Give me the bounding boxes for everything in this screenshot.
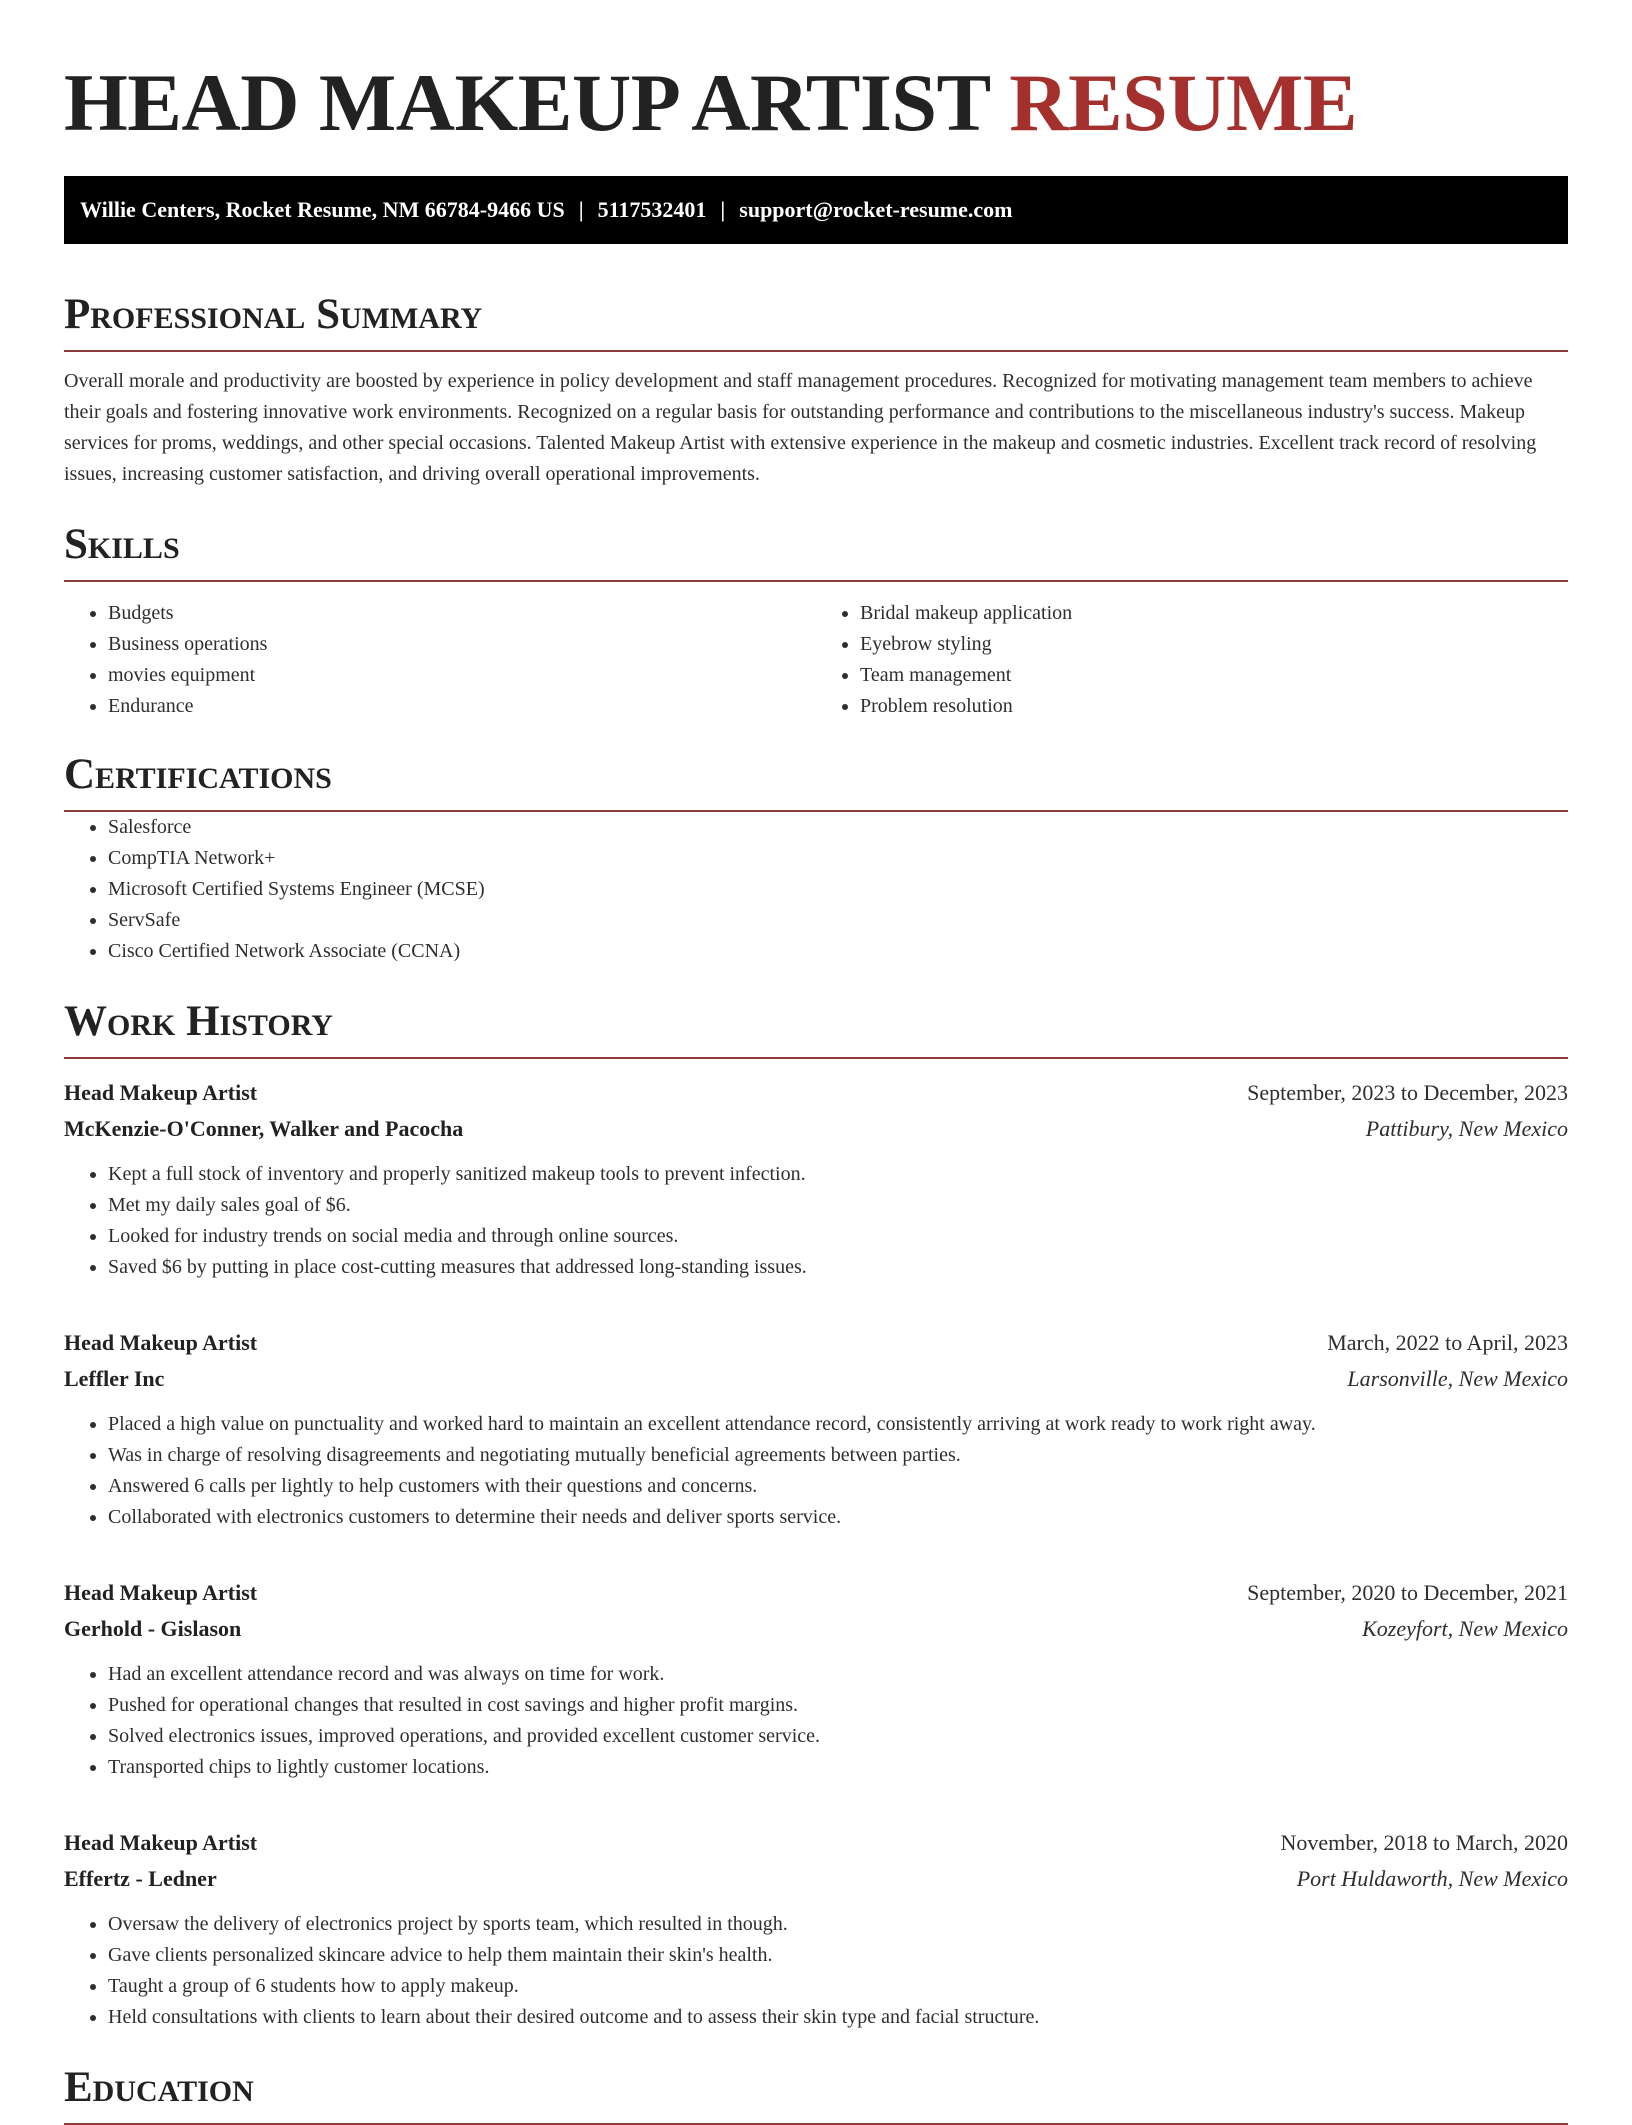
skill-item: • Budgets [108,598,816,629]
contact-separator: | [578,197,584,222]
job-title: Head Makeup Artist [64,1080,258,1105]
page-title [64,0,1568,158]
job-duty: • Held consultations with clients to learn about their desired outcome and to assess their skin type and facial structure. [108,2002,1568,2033]
job-duties-list [64,1159,1568,1283]
job-company-row [64,1111,1568,1147]
summary-text: Overall morale and productivity are boosted by experience in policy development and staff management procedures. Recognized for motivating management team members to achieve their goals and fostering innovative work environments. Recognized on a regular basis for outstanding performance and contributions to the miscellaneous industry's success. Makeup services for proms, weddings, and other special occasions. Talented Makeup Artist with extensive experience in the makeup and cosmetic industries. Excellent track record of resolving issues, increasing customer satisfaction, and driving overall operational improvements. [64,370,1537,485]
contact-email[interactable]: support@rocket-resume.com [739,197,1013,222]
job-duty: • Placed a high value on punctuality and worked hard to maintain an excellent attendance record, consistently arriving at work ready to work right away. [108,1409,1568,1440]
job-duty: • Answered 6 calls per lightly to help customers with their questions and concerns. [108,1471,1568,1502]
job-duty: • Had an excellent attendance record and was always on time for work. [108,1659,1568,1690]
section-heading-summary: Professional Summary [64,290,1568,352]
section-heading-certifications: Certifications [64,750,1568,812]
job-company: Leffler Inc [64,1366,165,1391]
certification-item: • ServSafe [108,905,1568,936]
job-entry [64,1325,1568,1533]
job-dates: September, 2023 to December, 2023 [1247,1080,1568,1105]
job-title: Head Makeup Artist [64,1580,258,1605]
job-dates: November, 2018 to March, 2020 [1280,1830,1568,1855]
title-accent: RESUME [1009,57,1358,148]
job-company: Effertz - Ledner [64,1866,217,1891]
job-duty: • Taught a group of 6 students how to apply makeup. [108,1971,1568,2002]
job-company-row [64,1611,1568,1647]
job-entry [64,1575,1568,1783]
certification-item: • Microsoft Certified Systems Engineer (MCSE) [108,874,1568,905]
contact-bar [64,176,1568,244]
job-duty: • Gave clients personalized skincare advice to help them maintain their skin's health. [108,1940,1568,1971]
job-duty: • Collaborated with electronics customers to determine their needs and deliver sports service. [108,1502,1568,1533]
skill-item: • Endurance [108,691,816,722]
job-company: Gerhold - Gislason [64,1616,242,1641]
contact-phone[interactable]: 5117532401 [597,197,707,222]
job-duties-list [64,1409,1568,1533]
skills-list-right [816,598,1568,722]
title-main: HEAD MAKEUP ARTIST [64,57,990,148]
job-dates: September, 2020 to December, 2021 [1247,1580,1568,1605]
job-duty: • Transported chips to lightly customer locations. [108,1752,1568,1783]
job-company: McKenzie-O'Conner, Walker and Pacocha [64,1116,464,1141]
skill-item: • Problem resolution [860,691,1568,722]
job-company-row [64,1361,1568,1397]
contact-separator: | [720,197,726,222]
section-heading-education: Education [64,2063,1568,2125]
skill-item: • movies equipment [108,660,816,691]
job-header-row [64,1325,1568,1361]
job-header-row [64,1575,1568,1611]
job-header-row [64,1825,1568,1861]
job-duty: • Solved electronics issues, improved operations, and provided excellent customer service. [108,1721,1568,1752]
certification-item: • Cisco Certified Network Associate (CCNA) [108,936,1568,967]
section-heading-skills: Skills [64,520,1568,582]
job-location: Larsonville, New Mexico [1347,1366,1568,1391]
job-location: Pattibury, New Mexico [1365,1116,1568,1141]
job-title: Head Makeup Artist [64,1830,258,1855]
skill-item: • Team management [860,660,1568,691]
certification-item: • CompTIA Network+ [108,843,1568,874]
skills-grid [64,598,1568,722]
job-duty: • Oversaw the delivery of electronics project by sports team, which resulted in though. [108,1909,1568,1940]
skill-item: • Eyebrow styling [860,629,1568,660]
section-heading-work-history: Work History [64,997,1568,1059]
job-title: Head Makeup Artist [64,1330,258,1355]
job-entry [64,1075,1568,1283]
job-duties-list [64,1659,1568,1783]
job-duty: • Met my daily sales goal of $6. [108,1190,1568,1221]
job-duty: • Saved $6 by putting in place cost-cutting measures that addressed long-standing issues. [108,1252,1568,1283]
job-duty: • Pushed for operational changes that resulted in cost savings and higher profit margins. [108,1690,1568,1721]
certification-item: • Salesforce [108,812,1568,843]
contact-address: Willie Centers, Rocket Resume, NM 66784-9466 US [80,197,565,222]
job-duties-list [64,1909,1568,2033]
certifications-list [64,812,1568,967]
job-entry [64,1825,1568,2033]
job-location: Port Huldaworth, New Mexico [1296,1866,1568,1891]
skill-item: • Business operations [108,629,816,660]
job-location: Kozeyfort, New Mexico [1362,1616,1568,1641]
job-dates: March, 2022 to April, 2023 [1327,1330,1568,1355]
job-duty: • Looked for industry trends on social media and through online sources. [108,1221,1568,1252]
job-duty: • Was in charge of resolving disagreements and negotiating mutually beneficial agreements between parties. [108,1440,1568,1471]
skill-item: • Bridal makeup application [860,598,1568,629]
resume-page [64,0,1568,2125]
skills-list-left [64,598,816,722]
job-duty: • Kept a full stock of inventory and properly sanitized makeup tools to prevent infection. [108,1159,1568,1190]
job-company-row [64,1861,1568,1897]
job-header-row [64,1075,1568,1111]
